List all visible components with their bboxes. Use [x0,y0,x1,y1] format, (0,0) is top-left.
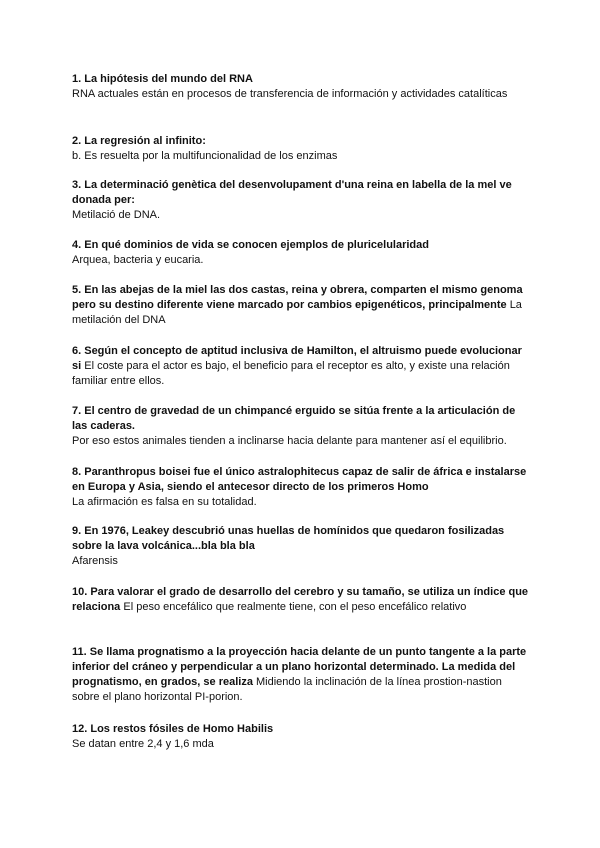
answer-6: El coste para el actor es bajo, el beneficio para el receptor es alto, y existe una relación familiar entre ellos. [72,360,510,387]
qa-item-4 [72,238,530,268]
question-5: 5. En las abejas de la miel las dos castas, reina y obrera, comparten el mismo genoma pero su destino diferente viene marcado por cambios epigenéticos, principalmente [72,284,523,311]
answer-9: Afarensis [72,555,118,567]
qa-item-10 [72,585,530,615]
qa-item-12 [72,722,530,752]
answer-1: RNA actuales están en procesos de transferencia de información y actividades catalíticas [72,88,508,100]
answer-8: La afirmación es falsa en su totalidad. [72,496,257,508]
qa-item-9 [72,524,530,569]
qa-item-7 [72,404,530,449]
qa-item-3 [72,178,530,223]
answer-12: Se datan entre 2,4 y 1,6 mda [72,738,214,750]
question-6: 6. Según el concepto de aptitud inclusiva de Hamilton, el altruismo puede evolucionar si [72,345,522,372]
question-11: 11. Se llama prognatismo a la proyección hacia delante de un punto tangente a la parte inferior del cráneo y perpendicular a un plano horizontal determinado. La medida del prognatismo, en grados, se realiza [72,646,527,688]
question-7: 7. El centro de gravedad de un chimpancé erguido se sitúa frente a la articulación de las caderas. [72,405,516,432]
qa-item-5 [72,283,530,328]
qa-item-1 [72,72,530,102]
qa-item-11 [72,645,530,705]
question-2: 2. La regresión al infinito: [72,135,206,147]
question-8: 8. Paranthropus boisei fue el único astralophitecus capaz de salir de áfrica e instalarse en Europa y Asia, siendo el antecesor directo de los primeros Homo [72,466,527,493]
answer-10: El peso encefálico que realmente tiene, con el peso encefálico relativo [123,601,467,613]
answer-5: La metilación del DNA [72,299,522,326]
question-1: 1. La hipótesis del mundo del RNA [72,73,253,85]
answer-11: Midiendo la inclinación de la línea prostion-nastion sobre el plano horizontal PI-porion. [72,676,502,703]
answer-4: Arquea, bacteria y eucaria. [72,254,204,266]
qa-item-2 [72,134,530,164]
answer-7: Por eso estos animales tienden a inclinarse hacia delante para mantener así el equilibrio. [72,435,507,447]
answer-3: Metilació de DNA. [72,209,161,221]
question-10: 10. Para valorar el grado de desarrollo del cerebro y su tamaño, se utiliza un índice que relaciona [72,586,529,613]
question-3: 3. La determinació genètica del desenvolupament d'una reina en labella de la mel ve donada per: [72,179,512,206]
answer-2: b. Es resuelta por la multifuncionalidad de los enzimas [72,150,338,162]
question-12: 12. Los restos fósiles de Homo Habilis [72,723,274,735]
question-9: 9. En 1976, Leakey descubrió unas huellas de homínidos que quedaron fosilizadas sobre la lava volcánica...bla bla bla [72,525,505,552]
question-4: 4. En qué dominios de vida se conocen ejemplos de pluricelularidad [72,239,429,251]
qa-item-8 [72,465,530,510]
qa-item-6 [72,344,530,389]
